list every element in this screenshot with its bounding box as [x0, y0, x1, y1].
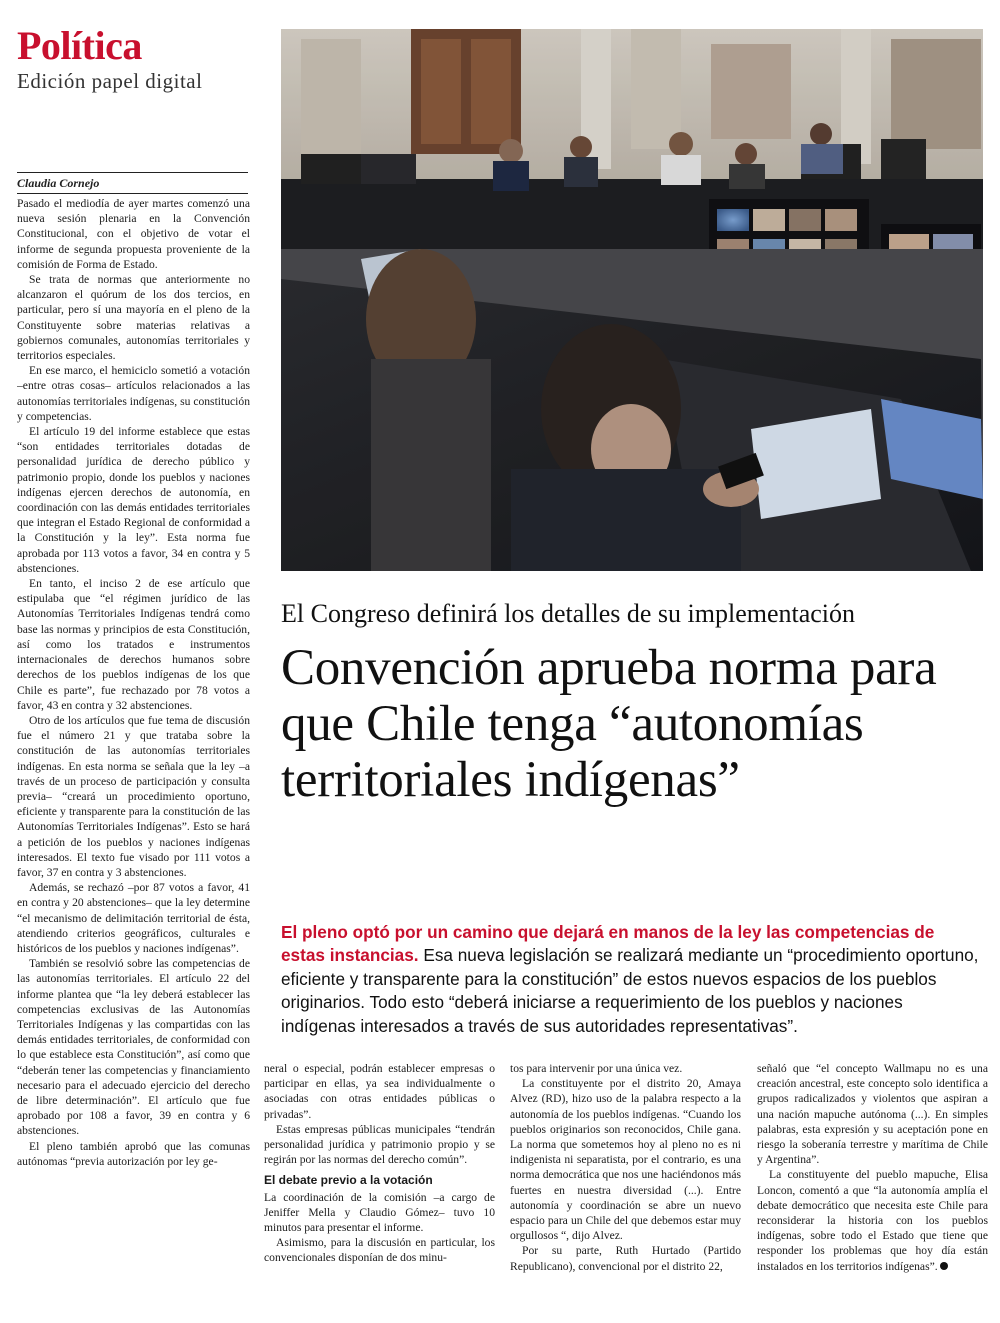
paragraph: El pleno también aprobó que las comunas autónomas “previa autorización por ley ge- [17, 1139, 250, 1168]
lead-accent: El pleno optó por un camino que dejará en manos de la ley las competencias de estas instancias. [281, 922, 935, 966]
paragraph: La constituyente por el distrito 20, Amaya Alvez (RD), hizo uso de la palabra respecto a la autonomía de los pueblos indígenas. “Cuando los pueblos originarios son reconocidos, Chile gana. La norma que sometemos hoy al pleno no es ni indigenista ni separatista, por el contrario, es una norma democrática que nos une haciéndonos más fuertes en nuestra diversidad (...). Entre autonomía y coordinación se abre un nuevo espacio para un Chile del que debemos estar muy orgullosos “, dijo Alvez. [510, 1077, 741, 1243]
paragraph: El artículo 19 del informe establece que estas “son entidades territoriales dotadas de personalidad jurídica de derecho público y patrimonio propio, donde los pueblos y naciones indígenas ejercen derechos de autonomía, en coordinación con las demás entidades territoriales que integran el Estado Regional de conformidad a la Constitución y la ley”. Esta norma fue aprobada por 113 votos a favor, 34 en contra y 5 abstenciones. [17, 425, 250, 575]
paragraph: Asimismo, para la discusión en particular, los convencionales disponían de dos minu- [264, 1236, 495, 1265]
article-kicker: El Congreso definirá los detalles de su implementación [281, 599, 856, 628]
article-lead [281, 921, 981, 1038]
body-column-3 [510, 1061, 741, 1316]
paragraph: También se resolvió sobre las competencias de las autonomías territoriales. El artículo 22 del informe plantea que “la ley deberá establecer las competencias exclusivas de las Autonomías Territoriales Indígenas y las compartidas con las demás entidades territoriales, de conformidad con lo que establece esta Constitución”, así como que “deberán tener las competencias y financiamiento necesario para el adecuado ejercicio del derecho de libre determinación”. El artículo que fue aprobado por 108 a favor, 39 en contra y 6 abstenciones. [17, 957, 250, 1138]
paragraph: En ese marco, el hemiciclo sometió a votación –entre otras cosas– artículos relacionados a las autonomías territoriales indígenas, su constitución y competencias. [17, 364, 250, 423]
paragraph: Además, se rechazó –por 87 votos a favor, 41 en contra y 20 abstenciones– que la ley determine “el mecanismo de delimitación territorial de ésta, atendiendo criterios geográficos, culturales e históricos de los pueblos y naciones indígenas”. [17, 881, 250, 955]
byline: Claudia Cornejo [17, 172, 248, 194]
paragraph: neral o especial, podrán establecer empresas o participar en ellas, ya sea individualmente o asociadas con otras entidades públicas o privadas”. [264, 1062, 495, 1121]
paragraph-text: La constituyente del pueblo mapuche, Elisa Loncon, comentó a que “la autonomía amplía el debate democrático que necesita este Chile para reconsiderar la historia con los pueblos indígenas, sobre todo el Estado que tiene que responder los problemas que hoy día están instalados en los territorios indígenas”. [757, 1168, 988, 1273]
paragraph: Pasado el mediodía de ayer martes comenzó una nueva sesión plenaria en la Convención Constitucional, con el objetivo de votar el informe de segunda propuesta proveniente de la comisión de Forma de Estado. [17, 197, 250, 271]
paragraph: La coordinación de la comisión –a cargo de Jeniffer Mella y Claudio Gómez– tuvo 10 minutos para presentar el informe. [264, 1190, 495, 1235]
paragraph: Estas empresas públicas municipales “tendrán personalidad jurídica y patrimonio propio y se regirán por las normas del derecho común”. [264, 1122, 495, 1167]
paragraph: señaló que “el concepto Wallmapu no es una creación ancestral, este concepto solo identifica a grupos radicalizados y violentos que aspiran a una nación mapuche autónoma (...). En simples palabras, esta expresión y su aceptación pone en riesgo la soberanía terrestre y marítima de Chile y Argentina”. [757, 1062, 988, 1167]
body-column-2 [264, 1061, 495, 1316]
lead-body: Esa nueva legislación se realizará mediante un “procedimiento oportuno, eficiente y transparente para la constitución” de estos nuevos espacios de los pueblos originarios. Todo esto “deberá iniciarse a requerimiento de los pueblos y naciones indígenas interesados a través de sus autoridades representativas”. [281, 945, 979, 1036]
article-headline: Convención aprueba norma para que Chile tenga “autonomías territoriales indígenas” [281, 640, 937, 808]
left-column-text [17, 196, 250, 1304]
section-subtitle: Edición papel digital [17, 69, 203, 93]
end-of-article-dot-icon [940, 1262, 948, 1270]
subhead: El debate previo a la votación [264, 1173, 433, 1188]
paragraph: Se trata de normas que anteriormente no alcanzaron el quórum de los dos tercios, en particular, pero sí una mayoría en el pleno de la Constituyente sobre materias relativas a gobiernos comunales, autonomías territoriales y territorios especiales. [17, 273, 250, 363]
paragraph: Otro de los artículos que fue tema de discusión fue el número 21 y que trataba sobre la constitución de las autonomías territoriales indígenas. En esta norma se señala que la ley –a través de un proceso de participación y consulta previa– “creará un procedimiento oportuno, eficiente y transparente para la constitución de las Autonomías Territoriales Indígenas”. Esto se hará a petición de los pueblos y naciones indígenas interesados. El texto fue visado por 111 votos a favor, 37 en contra y 3 abstenciones. [17, 713, 250, 879]
article-photo [281, 29, 983, 571]
paragraph: En tanto, el inciso 2 de ese artículo que estipulaba que “el régimen jurídico de las Autonomías Territoriales Indígenas tendrá como base las normas y principios de esta Constitución, así como los tratados e instrumentos internacionales de derechos humanos sobre derechos de los pueblos indígenas de los que Chile es parte”, fue rechazado por 78 votos a favor, 43 en contra y 32 abstenciones. [17, 577, 250, 712]
body-column-4 [757, 1061, 988, 1316]
paragraph [757, 1167, 988, 1273]
section-title: Política [17, 23, 142, 68]
paragraph: Por su parte, Ruth Hurtado (Partido Republicano), convencional por el distrito 22, [510, 1244, 741, 1273]
paragraph: tos para intervenir por una única vez. [510, 1062, 683, 1075]
